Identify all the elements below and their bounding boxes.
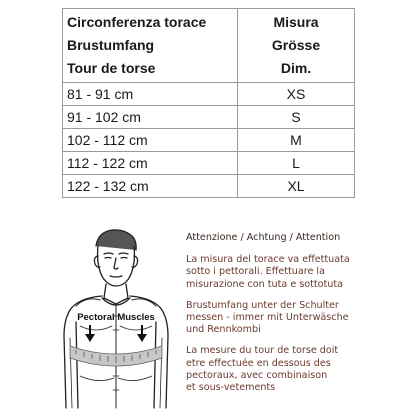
header-size [238, 9, 355, 83]
instruction-line: La misura del torace va effettuata [186, 254, 350, 266]
chest-range-cell: 122 - 132 cm [63, 175, 238, 198]
instructions-french [186, 345, 412, 394]
rider-figure-drawing [56, 226, 176, 410]
table-header-row [63, 9, 355, 83]
header-size-de: Grösse [271, 37, 321, 53]
chest-range-cell: 112 - 122 cm [63, 152, 238, 175]
instruction-line: misurazione con tuta e sottotuta [186, 278, 344, 290]
instruction-line: pectoraux, avec combinaison [186, 369, 328, 381]
measurement-instructions [186, 232, 412, 403]
instruction-line: etre effectuée en dessous des [186, 357, 331, 369]
header-label-de: Brustumfang [67, 37, 155, 53]
table-row [63, 175, 355, 198]
chest-range-cell: 91 - 102 cm [63, 106, 238, 129]
size-cell: S [238, 106, 355, 129]
instruction-line: et sous-vetements [186, 382, 276, 394]
chest-range-cell: 102 - 112 cm [63, 129, 238, 152]
instruction-line: und Rennkombi [186, 324, 261, 336]
header-label-fr: Tour de torse [67, 60, 156, 76]
pectoral-muscles-label: Pectoral Muscles [77, 312, 155, 323]
header-size-it: Misura [273, 14, 319, 30]
instructions-title: Attenzione / Achtung / Attention [186, 232, 341, 243]
rider-measurement-illustration [56, 226, 176, 410]
size-cell: XL [238, 175, 355, 198]
instruction-line: La mesure du tour de torse doit [186, 345, 339, 357]
size-cell: M [238, 129, 355, 152]
down-arrow-icon [137, 325, 147, 342]
instructions-german [186, 300, 412, 337]
down-arrow-icon [85, 325, 95, 342]
table-row [63, 129, 355, 152]
header-size-fr: Dim. [280, 60, 312, 76]
chest-range-cell: 81 - 91 cm [63, 83, 238, 106]
header-label-it: Circonferenza torace [67, 14, 207, 30]
instruction-line: messen - immer mit Unterwäsche [186, 312, 349, 324]
instruction-line: sotto i pettorali. Effettuare la [186, 266, 325, 278]
table-row [63, 152, 355, 175]
instructions-italian [186, 254, 412, 291]
size-cell: XS [238, 83, 355, 106]
table-row [63, 83, 355, 106]
header-chest-circumference [63, 9, 238, 83]
instruction-line: Brustumfang unter der Schulter [186, 299, 339, 311]
size-chart-table [62, 8, 355, 198]
table-row [63, 106, 355, 129]
size-cell: L [238, 152, 355, 175]
